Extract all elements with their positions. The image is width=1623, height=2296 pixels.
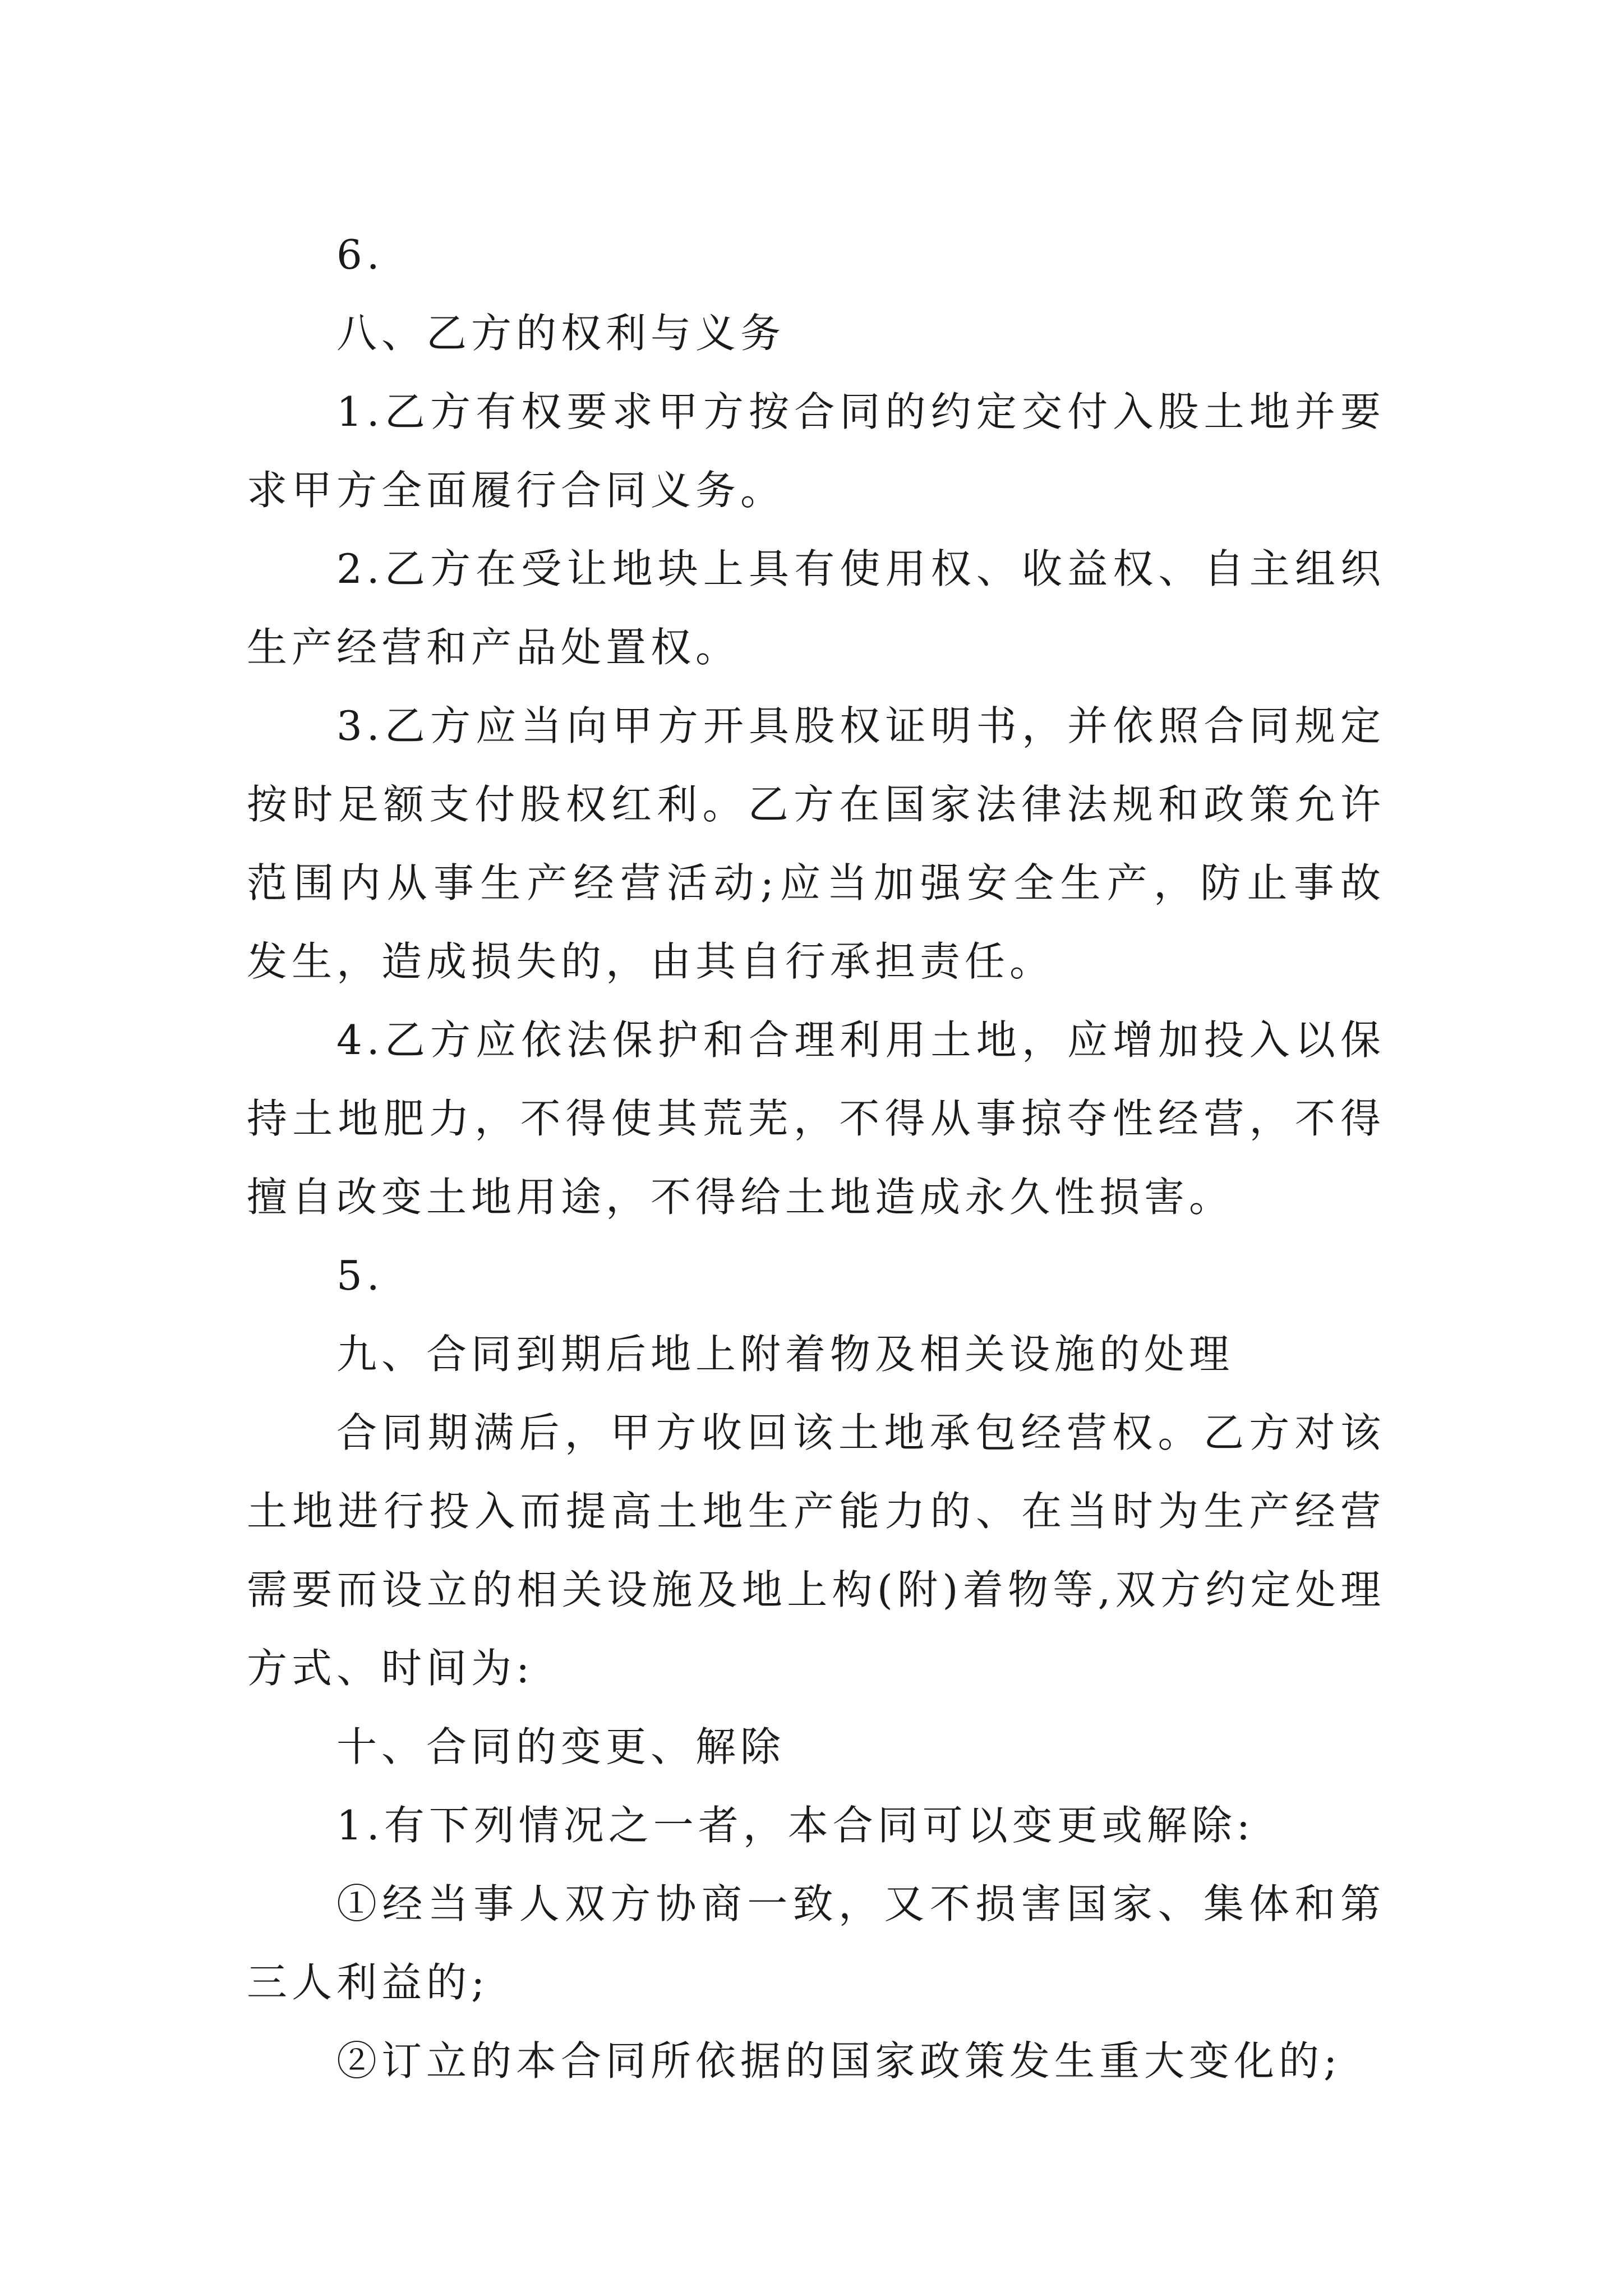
paragraph-clause-8-5: 5. (336, 1252, 384, 1299)
paragraph-clause-8-4: 4.乙方应依法保护和合理利用土地，应增加投入以保持土地肥力，不得使其荒芜，不得从事掠夺性经营，不得擅自改变土地用途，不得给土地造成永久性损害。 (247, 1016, 1385, 1221)
paragraph-clause-8-3: 3.乙方应当向甲方开具股权证明书，并依照合同规定按时足额支付股权红利。乙方在国家法律法规和政策允许范围内从事生产经营活动;应当加强安全生产，防止事故发生，造成损失的，由其自行承担责任。 (247, 702, 1385, 985)
paragraph-clause-8-2: 2.乙方在受让地块上具有使用权、收益权、自主组织生产经营和产品处置权。 (247, 545, 1385, 671)
paragraph-clause-9: 合同期满后，甲方收回该土地承包经营权。乙方对该土地进行投入而提高土地生产能力的、在当时为生产经营需要而设立的相关设施及地上构(附)着物等,双方约定处理方式、时间为: (247, 1409, 1385, 1692)
paragraph-condition-1: ①经当事人双方协商一致，又不损害国家、集体和第三人利益的; (247, 1880, 1385, 2006)
section-heading-10: 十、合同的变更、解除 (336, 1723, 786, 1770)
document-body (247, 215, 1385, 2100)
paragraph-condition-2: ②订立的本合同所依据的国家政策发生重大变化的; (336, 2037, 1342, 2085)
section-heading-9: 九、合同到期后地上附着物及相关设施的处理 (336, 1331, 1234, 1378)
paragraph-clause-10-1: 1.有下列情况之一者，本合同可以变更或解除: (336, 1802, 1255, 1849)
section-heading-8: 八、乙方的权利与义务 (336, 310, 786, 357)
paragraph-clause-8-1: 1.乙方有权要求甲方按合同的约定交付入股土地并要求甲方全面履行合同义务。 (247, 388, 1385, 514)
paragraph-item-6: 6. (336, 231, 384, 278)
